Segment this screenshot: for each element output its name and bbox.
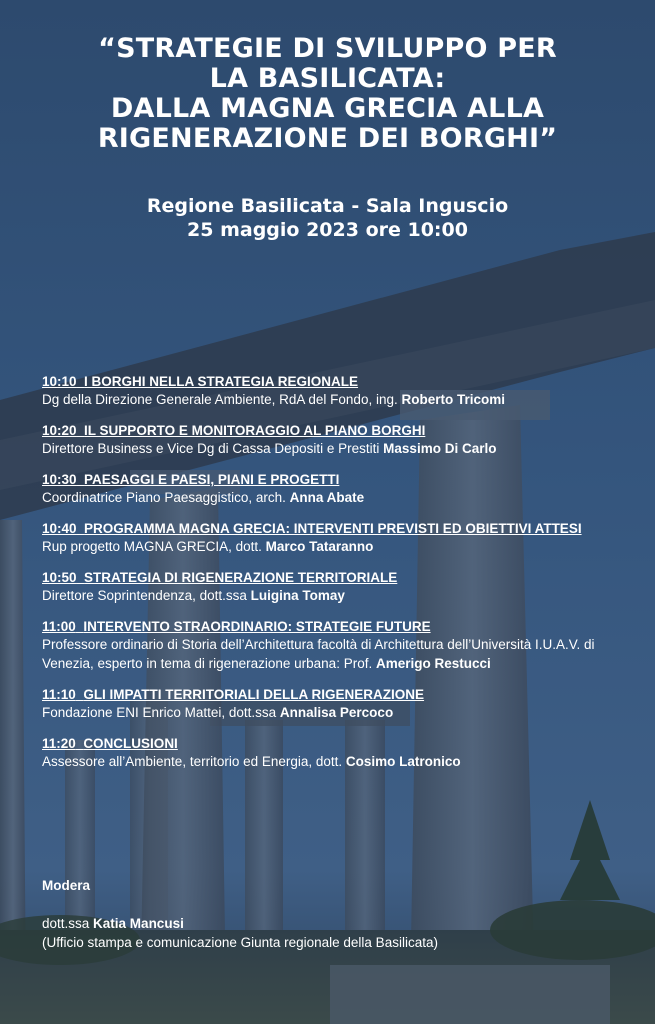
program-time: 10:50 [42,570,77,585]
program-item-speaker [42,703,632,722]
program-item-title [42,570,632,586]
program-time: 11:10 [42,687,76,702]
program-time: 10:10 [42,374,77,389]
speaker-role: Professore ordinario di Storia dell’Architettura facoltà di Architettura dell’Università I.U.A.V. di Venezia, esperto in tema di rigenerazione urbana: Prof. [42,637,595,671]
program-item-title [42,472,632,488]
date-text: 25 maggio 2023 ore 10:00 [187,219,468,241]
event-venue-date [0,194,655,242]
program-list [42,374,632,771]
program-item-speaker [42,537,632,556]
program-topic: STRATEGIA DI RIGENERAZIONE TERRITORIALE [84,570,398,585]
program-item-speaker [42,635,632,673]
program-topic: INTERVENTO STRAORDINARIO: STRATEGIE FUTURE [83,619,431,634]
speaker-role: Fondazione ENI Enrico Mattei, dott.ssa [42,705,277,720]
program-item [42,619,632,673]
title-line: “STRATEGIE DI SVILUPPO PER [98,33,557,64]
speaker-name: Marco Tataranno [265,539,374,554]
speaker-name: Roberto Tricomi [401,392,505,407]
event-title [0,34,655,154]
program-item-speaker [42,586,632,605]
speaker-name: Luigina Tomay [250,588,345,603]
moderator-role: dott.ssa [42,916,90,931]
program-item-title [42,423,632,439]
program-item-title [42,736,632,752]
program-time: 10:40 [42,521,77,536]
title-line: RIGENERAZIONE DEI BORGHI” [97,123,558,154]
program-topic: GLI IMPATTI TERRITORIALI DELLA RIGENERAZIONE [83,687,425,702]
program-time: 11:20 [42,736,76,751]
speaker-role: Assessore all’Ambiente, territorio ed Energia, dott. [42,754,343,769]
program-topic: PROGRAMMA MAGNA GRECIA: INTERVENTI PREVISTI ED OBIETTIVI ATTESI [84,521,582,536]
program-item-speaker [42,439,632,458]
program-time: 11:00 [42,619,76,634]
program-item-title [42,687,632,703]
speaker-role: Dg della Direzione Generale Ambiente, RdA del Fondo, ing. [42,392,398,407]
venue-text: Regione Basilicata - Sala Inguscio [146,195,509,217]
speaker-role: Coordinatrice Piano Paesaggistico, arch. [42,490,286,505]
program-item-speaker [42,488,632,507]
program-item [42,472,632,507]
program-time: 10:20 [42,423,77,438]
program-topic: I BORGHI NELLA STRATEGIA REGIONALE [84,374,359,389]
program-item [42,521,632,556]
program-item [42,736,632,771]
moderator-label: Modera [42,878,91,893]
moderator-name: Katia Mancusi [93,916,184,931]
speaker-name: Massimo Di Carlo [383,441,497,456]
speaker-name: Annalisa Percoco [279,705,394,720]
program-topic: PAESAGGI E PAESI, PIANI E PROGETTI [84,472,340,487]
moderator-name-line [42,914,632,933]
program-item [42,374,632,409]
moderator-block [42,876,632,952]
program-item [42,570,632,605]
title-line: LA BASILICATA: [209,63,446,94]
program-topic: IL SUPPORTO E MONITORAGGIO AL PIANO BORGHI [84,423,426,438]
speaker-role: Direttore Soprintendenza, dott.ssa [42,588,247,603]
speaker-name: Anna Abate [289,490,365,505]
moderator-affiliation: (Ufficio stampa e comunicazione Giunta regionale della Basilicata) [42,935,438,950]
speaker-role: Rup progetto MAGNA GRECIA, dott. [42,539,262,554]
speaker-name: Amerigo Restucci [375,656,491,671]
program-item-title [42,521,632,537]
program-topic: CONCLUSIONI [83,736,178,751]
title-line: DALLA MAGNA GRECIA ALLA [110,93,545,124]
program-item-speaker [42,390,632,409]
program-item-speaker [42,752,632,771]
program-item-title [42,619,632,635]
program-time: 10:30 [42,472,77,487]
program-item [42,423,632,458]
speaker-role: Direttore Business e Vice Dg di Cassa Depositi e Prestiti [42,441,380,456]
speaker-name: Cosimo Latronico [345,754,461,769]
program-item [42,687,632,722]
program-item-title [42,374,632,390]
